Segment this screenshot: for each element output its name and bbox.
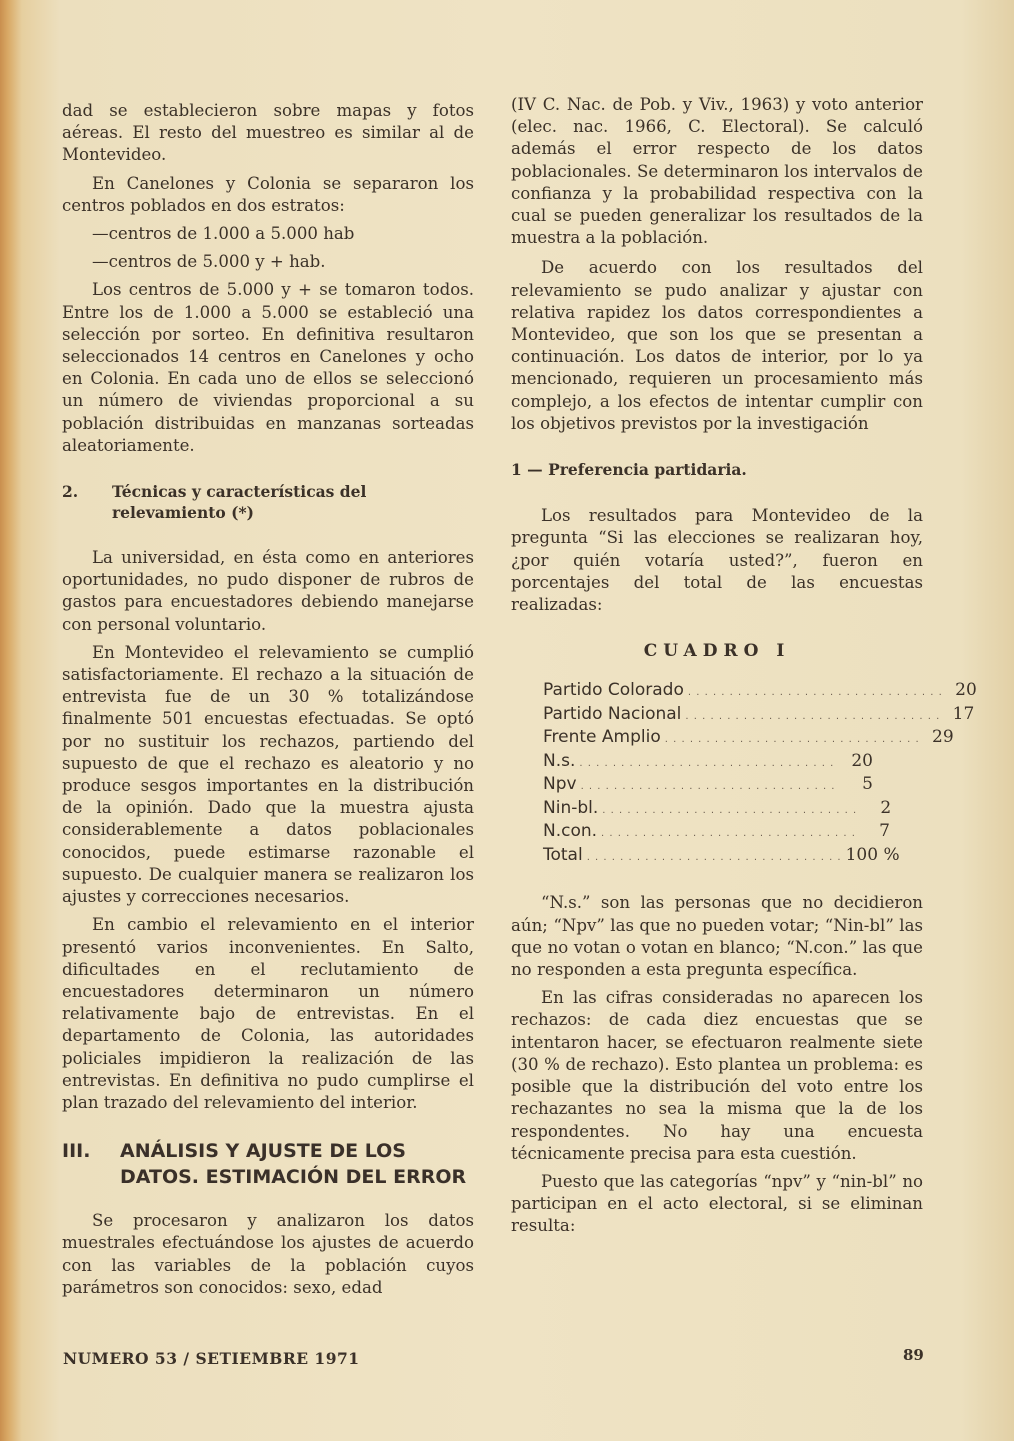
paragraph: En Canelones y Colonia se separaron los centros poblados en dos estratos: bbox=[62, 173, 474, 215]
subsection-heading: 1 — Preferencia partidaria. bbox=[511, 460, 747, 480]
row-label: Frente Amplio bbox=[543, 727, 661, 748]
row-label: Npv bbox=[543, 774, 577, 795]
row-label: Nin-bl. bbox=[543, 797, 599, 818]
section-number: III. bbox=[62, 1140, 91, 1163]
table-row bbox=[543, 774, 873, 798]
table-row bbox=[543, 727, 954, 751]
paragraph: “N.s.” son las personas que no decidieron aún; “Npv” las que no pueden votar; “Nin-bl” las que no votan o votan en blanco; “N.con.” las que no responden a esta pregunta específica. bbox=[511, 893, 923, 980]
paragraph: Se procesaron y analizaron los datos muestrales efectuándose los ajustes de acuerdo con las variables de la población cuyos parámetros son conocidos: sexo, edad bbox=[62, 1211, 474, 1297]
page-footer: NUMERO 53 / SETIEMBRE 1971 bbox=[63, 1349, 360, 1368]
table-row bbox=[543, 797, 892, 822]
section-number: 2. bbox=[62, 482, 79, 502]
leader-dots: . . . . . . . . . . . . . . . . . . . . . . . . . . . . . . . bbox=[687, 687, 943, 699]
row-label: Partido Nacional bbox=[543, 703, 682, 724]
table-row bbox=[543, 680, 977, 704]
table-row bbox=[543, 821, 890, 845]
table-row bbox=[543, 751, 873, 775]
leader-dots: . . . . . . . . . . . . . . . . . . . . . . . . . . . . . . . bbox=[586, 851, 842, 863]
row-label: N.con. bbox=[543, 821, 598, 842]
list-item: —centros de 1.000 a 5.000 hab bbox=[92, 224, 355, 244]
paragraph: (IV C. Nac. de Pob. y Viv., 1963) y voto anterior (elec. nac. 1966, C. Electoral). Se calculó además el error respecto de los datos poblacionales. Se determinaron los intervalos de confianza y la probabilidad respectiva con la cual se pueden generalizar los resultados de la muestra a la población. bbox=[511, 95, 923, 248]
section-heading-2 bbox=[62, 481, 474, 523]
row-value: 100 % bbox=[845, 844, 900, 865]
section-heading-3 bbox=[62, 1138, 474, 1190]
table-title: CUADRO I bbox=[643, 641, 791, 662]
leader-dots: . . . . . . . . . . . . . . . . . . . . . . . . . . . . . . . bbox=[579, 757, 835, 769]
list-item: —centros de 5.000 y + hab. bbox=[92, 252, 326, 272]
left-column bbox=[62, 100, 474, 1299]
row-value: 20 bbox=[955, 680, 977, 701]
section-title: Técnicas y características del relevamiento (*) bbox=[112, 482, 367, 523]
paragraph: Puesto que las categorías “npv” y “nin-bl” no participan en el acto electoral, si se eliminan resulta: bbox=[511, 1171, 923, 1236]
row-value: 5 bbox=[862, 774, 873, 795]
leader-dots: . . . . . . . . . . . . . . . . . . . . . . . . . . . . . . . bbox=[601, 828, 856, 840]
leader-dots: . . . . . . . . . . . . . . . . . . . . . . . . . . . . . . . bbox=[602, 804, 858, 816]
right-column bbox=[511, 94, 977, 1238]
row-label: Total bbox=[543, 844, 583, 865]
leader-dots: . . . . . . . . . . . . . . . . . . . . . . . . . . . . . . . bbox=[580, 781, 836, 793]
paragraph: La universidad, en ésta como en anteriores oportunidades, no pudo disponer de rubros de gastos para encuestadores debiendo manejarse con personal voluntario. bbox=[62, 548, 474, 634]
section-title: ANÁLISIS Y AJUSTE DE LOS DATOS. ESTIMACIÓN DEL ERROR bbox=[120, 1140, 467, 1189]
paragraph: En cambio el relevamiento en el interior presentó varios inconvenientes. En Salto, dificultades en el reclutamiento de encuestadores determinaron un número relativamente bajo de entrevistas. En el departamento de Colonia, las autoridades policiales impidieron la realización de las entrevistas. En definitiva no pudo cumplirse el plan trazado del relevamiento del interior. bbox=[62, 915, 474, 1112]
row-value: 29 bbox=[932, 727, 954, 748]
paragraph: De acuerdo con los resultados del relevamiento se pudo analizar y ajustar con relativa rapidez los datos correspondientes a Montevideo, que son los que se presentan a continuación. Los datos de interior, por lo ya mencionado, requieren un procesamiento más complejo, a los efectos de intentar cumplir con los objetivos previstos por la investigación bbox=[511, 258, 923, 433]
table-row bbox=[543, 844, 900, 869]
paragraph: En Montevideo el relevamiento se cumplió satisfactoriamente. El rechazo a la situación de entrevista fue de un 30 % totalizándose finalmente 501 encuestas efectuadas. Se optó por no sustituir los rechazos, partiendo del supuesto de que el rechazo es aleatorio y no produce sesgos importantes en la distribución de la opinión. Dado que la muestra ajusta considerablemente a datos poblacionales conocidos, puede estimarse razonable el supuesto. De cualquier manera se realizaron los ajustes y correcciones necesarios. bbox=[62, 642, 474, 907]
data-table bbox=[543, 680, 977, 868]
row-label: Partido Colorado bbox=[543, 680, 684, 701]
row-value: 17 bbox=[952, 703, 975, 724]
leader-dots: . . . . . . . . . . . . . . . . . . . . . . . . . . . . . . . bbox=[664, 734, 920, 746]
row-value: 7 bbox=[879, 821, 890, 842]
paragraph: dad se establecieron sobre mapas y fotos aéreas. El resto del muestreo es similar al de Montevideo. bbox=[62, 101, 474, 165]
paragraph: Los resultados para Montevideo de la pregunta “Si las elecciones se realizaran hoy, ¿por quién votaría usted?”, fueron en porcentajes del total de las encuestas realizadas: bbox=[511, 506, 923, 615]
leader-dots: . . . . . . . . . . . . . . . . . . . . . . . . . . . . . . . bbox=[685, 710, 941, 722]
page-number: 89 bbox=[903, 1346, 924, 1364]
row-label: N.s. bbox=[543, 750, 576, 771]
table-row bbox=[543, 703, 975, 728]
row-value: 2 bbox=[880, 797, 892, 818]
paragraph: Los centros de 5.000 y + se tomaron todos. Entre los de 1.000 a 5.000 se estableció una selección por sorteo. En definitiva resultaron seleccionados 14 centros en Canelones y ocho en Colonia. En cada uno de ellos se seleccionó un número de viviendas proporcional a su población distribuidas en manzanas sorteadas aleatoriamente. bbox=[62, 280, 474, 455]
row-value: 20 bbox=[851, 750, 873, 771]
paragraph: En las cifras consideradas no aparecen los rechazos: de cada diez encuestas que se intentaron hacer, se efectuaron realmente siete (30 % de rechazo). Esto plantea un problema: es posible que la distribución del voto entre los rechazantes no sea la misma que la de los respondentes. No hay una encuesta técnicamente precisa para esta cuestión. bbox=[511, 988, 923, 1163]
